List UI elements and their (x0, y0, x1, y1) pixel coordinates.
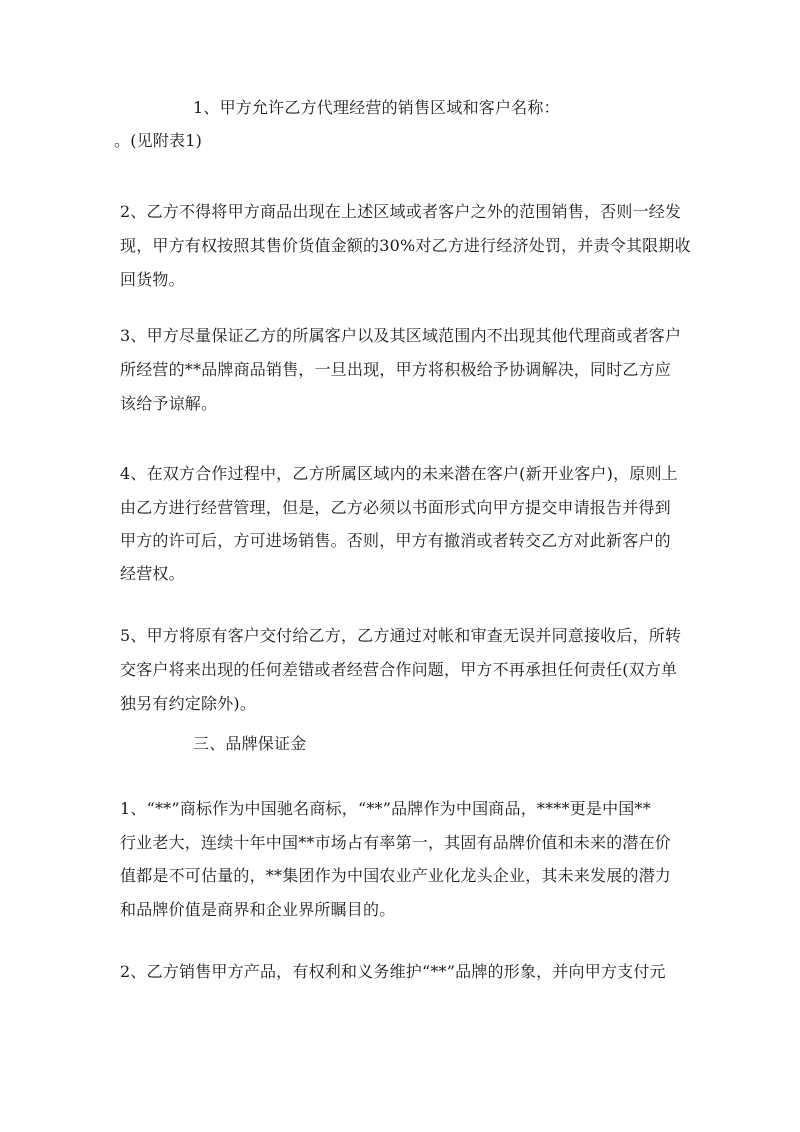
clause-1-line-2: 。(见附表1) (114, 131, 203, 150)
clause-2-line-2: 现，甲方有权按照其售价货值金额的30%对乙方进行经济处罚，并责令其限期收 (120, 236, 691, 255)
brand-clause-2-line-1: 2、乙方销售甲方产品，有权利和义务维护“**”品牌的形象，并向甲方支付元 (120, 962, 666, 981)
brand-clause-1-line-4: 和品牌价值是商界和企业界所瞩目的。 (120, 900, 396, 919)
clause-1-line-1: 1、甲方允许乙方代理经营的销售区域和客户名称： (193, 98, 560, 117)
clause-4-line-1: 4、在双方合作过程中，乙方所属区域内的未来潜在客户(新开业客户)，原则上 (120, 464, 678, 483)
clause-3-line-1: 3、甲方尽量保证乙方的所属客户以及其区域范围内不出现其他代理商或者客户 (120, 326, 682, 345)
clause-2-line-3: 回货物。 (120, 270, 185, 289)
clause-2-line-1: 2、乙方不得将甲方商品出现在上述区域或者客户之外的范围销售，否则一经发 (120, 202, 682, 221)
clause-3-line-3: 该给予谅解。 (120, 394, 218, 413)
clause-4-line-2: 由乙方进行经营管理，但是，乙方必须以书面形式向甲方提交申请报告并得到 (120, 498, 671, 517)
clause-4-line-4: 经营权。 (120, 564, 185, 583)
brand-clause-1-line-1: 1、“**”商标作为中国驰名商标，“**”品牌作为中国商品，****更是中国** (120, 799, 651, 818)
section-heading: 三、品牌保证金 (193, 734, 307, 753)
clause-5-line-3: 独另有约定除外)。 (120, 694, 257, 713)
clause-3-line-2: 所经营的**品牌商品销售，一旦出现，甲方将积极给予协调解决，同时乙方应 (120, 360, 672, 379)
clause-4-line-3: 甲方的许可后，方可进场销售。否则，甲方有撤消或者转交乙方对此新客户的 (120, 531, 671, 550)
brand-clause-1-line-3: 值都是不可估量的，**集团作为中国农业产业化龙头企业，其未来发展的潜力 (120, 866, 672, 885)
brand-clause-1-line-2: 行业老大，连续十年中国**市场占有率第一，其固有品牌价值和未来的潜在价 (120, 833, 672, 852)
clause-5-line-1: 5、甲方将原有客户交付给乙方，乙方通过对帐和审查无误并同意接收后，所转 (120, 626, 682, 645)
clause-5-line-2: 交客户将来出现的任何差错或者经营合作问题，甲方不再承担任何责任(双方单 (120, 660, 678, 679)
